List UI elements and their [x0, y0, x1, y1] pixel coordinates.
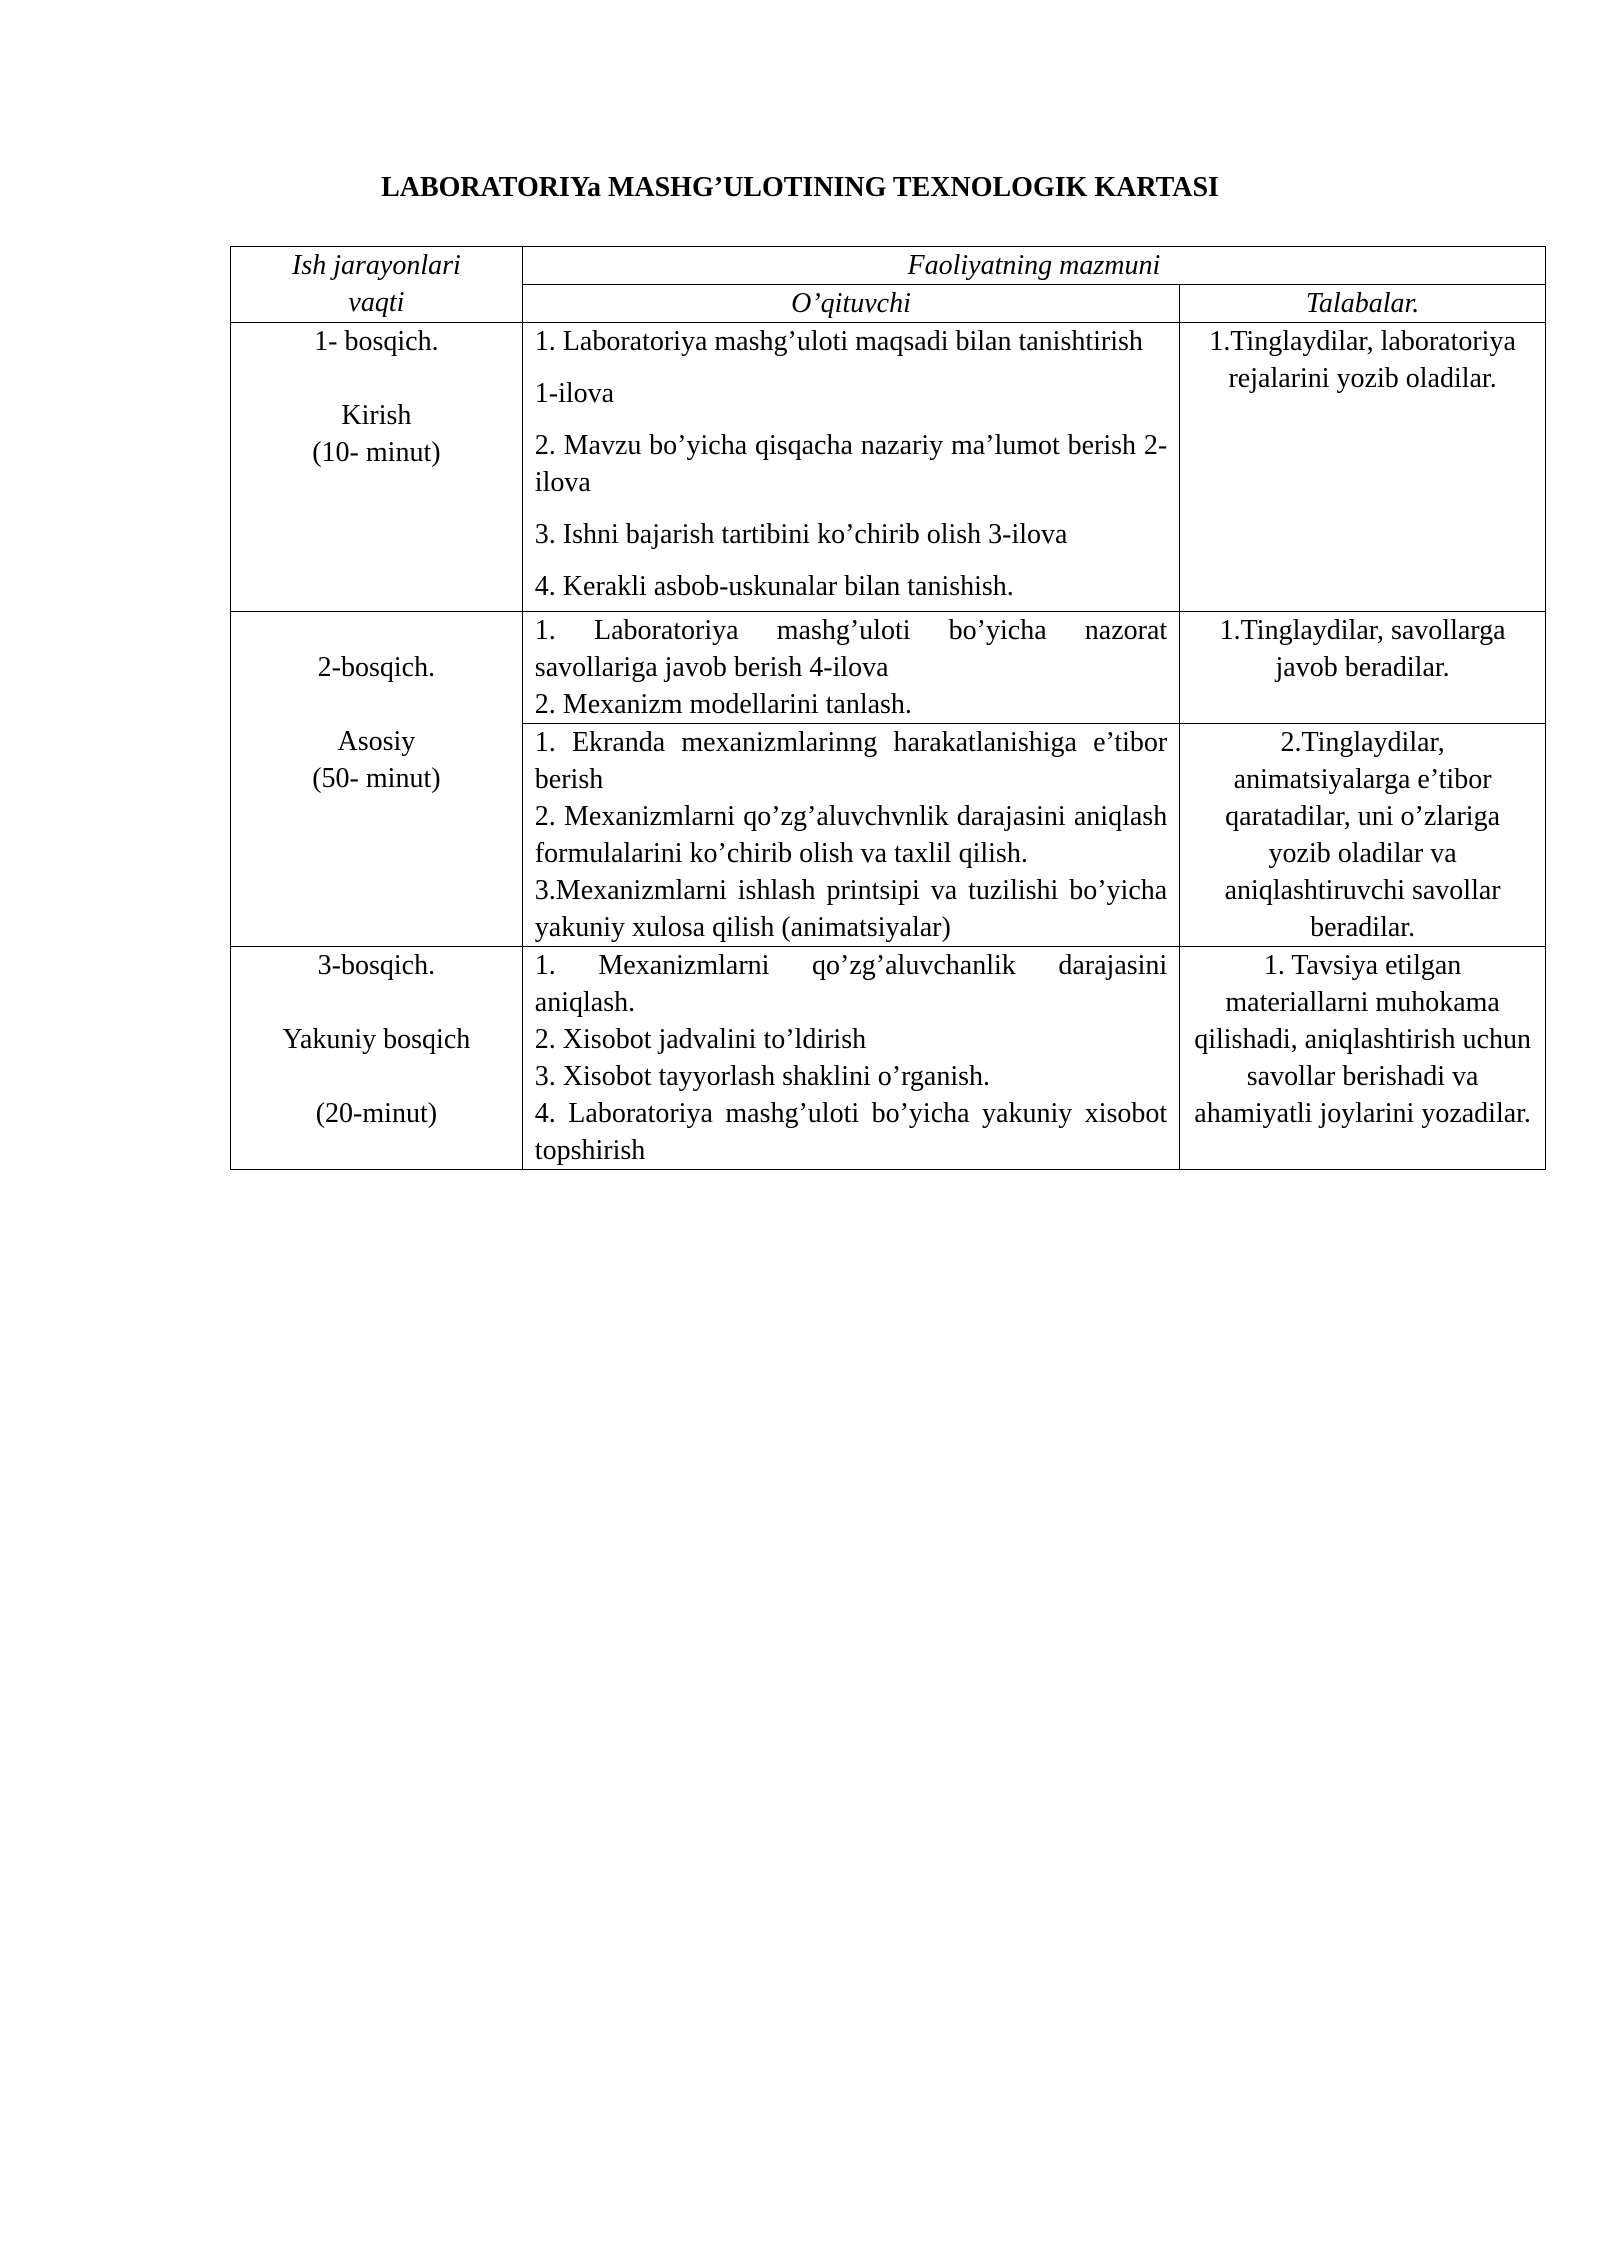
header-work-stages-time [231, 247, 523, 323]
header-activity-content: Faoliyatning mazmuni [522, 247, 1545, 285]
stage-1-student-activities [1180, 323, 1546, 612]
stage-2-duration: (50- minut) [312, 763, 441, 794]
stage-3-teacher-activities [522, 947, 1179, 1170]
document-title: LABORATORIYa MASHG’ULOTINING TEXNOLOGIK KARTASI [381, 172, 1219, 203]
teacher-activity-item: 3. Xisobot tayyorlash shaklini o’rganish. [534, 1061, 991, 1092]
teacher-activity-item: 2. Xisobot jadvalini to’ldirish [534, 1024, 867, 1055]
teacher-activity-item: 1-ilova [534, 378, 615, 409]
stage-3-duration: (20-minut) [315, 1098, 438, 1129]
student-activity-item: 1.Tinglaydilar, laboratoriya rejalarini yozib oladilar. [1209, 326, 1516, 394]
stage-3-student-activities [1180, 947, 1546, 1170]
teacher-activity-item: 3. Ishni bajarish tartibini ko’chirib olish 3-ilova [534, 519, 1068, 550]
teacher-activity-item: 1. Ekranda mexanizmlarinng harakatlanishiga e’tibor berish [534, 727, 1168, 795]
teacher-activity-item: 2. Mexanizm modellarini tanlash. [534, 689, 912, 720]
stage-1-row [231, 323, 1546, 612]
stage-2-row-a [231, 612, 1546, 724]
header-students: Talabalar. [1180, 285, 1546, 323]
stage-3-row [231, 947, 1546, 1170]
stage-1-duration: (10- minut) [312, 437, 441, 468]
teacher-activity-item: 4. Laboratoriya mashg’uloti bo’yicha yakuniy xisobot topshirish [534, 1098, 1168, 1166]
header-row-1 [231, 247, 1546, 285]
stage-2a-teacher-activities [522, 612, 1179, 724]
teacher-activity-item: 3.Mexanizmlarni ishlash printsipi va tuzilishi bo’yicha yakuniy xulosa qilish (animatsiyalar) [534, 875, 1168, 943]
teacher-activity-item: 1. Laboratoriya mashg’uloti maqsadi bilan tanishtirish [534, 326, 1143, 357]
stage-1-number: 1- bosqich. [314, 326, 439, 357]
student-activity-item: 2.Tinglaydilar, animatsiyalarga e’tibor qaratadilar, uni o’zlariga yozib oladilar va aniqlashtiruvchi savollar beradilar. [1224, 727, 1501, 943]
header-time-line: vaqti [348, 287, 405, 318]
stage-1-label [231, 323, 523, 612]
stage-3-name: Yakuniy bosqich [282, 1024, 471, 1055]
teacher-activity-item: 1. Laboratoriya mashg’uloti bo’yicha nazorat savollariga javob berish 4-ilova [534, 615, 1168, 683]
stage-2-label [231, 612, 523, 947]
header-work-stages-line: Ish jarayonlari [292, 250, 461, 281]
stage-2-name: Asosiy [337, 726, 416, 757]
stage-2b-teacher-activities [522, 724, 1179, 947]
stage-1-name: Kirish [341, 400, 412, 431]
header-teacher: O’qituvchi [522, 285, 1179, 323]
teacher-activity-item: 4. Kerakli asbob-uskunalar bilan tanishish. [534, 571, 1014, 602]
teacher-activity-item: 2. Mexanizmlarni qo’zg’aluvchvnlik darajasini aniqlash formulalarini ko’chirib olish va taxlil qilish. [534, 801, 1168, 869]
stage-2-number: 2-bosqich. [317, 652, 436, 683]
stage-3-label [231, 947, 523, 1170]
student-activity-item: 1.Tinglaydilar, savollarga javob beradilar. [1219, 615, 1506, 683]
stage-2b-student-activities [1180, 724, 1546, 947]
teacher-activity-item: 2. Mavzu bo’yicha qisqacha nazariy ma’lumot berish 2-ilova [534, 430, 1168, 498]
teacher-activity-item: 1. Mexanizmlarni qo’zg’aluvchanlik darajasini aniqlash. [534, 950, 1168, 1018]
stage-3-number: 3-bosqich. [317, 950, 436, 981]
stage-1-teacher-activities [522, 323, 1179, 612]
stage-2a-student-activities [1180, 612, 1546, 724]
student-activity-item: 1. Tavsiya etilgan materiallarni muhokama qilishadi, aniqlashtirish uchun savollar berishadi va ahamiyatli joylarini yozadilar. [1194, 950, 1531, 1129]
technology-map-table [230, 246, 1546, 1170]
